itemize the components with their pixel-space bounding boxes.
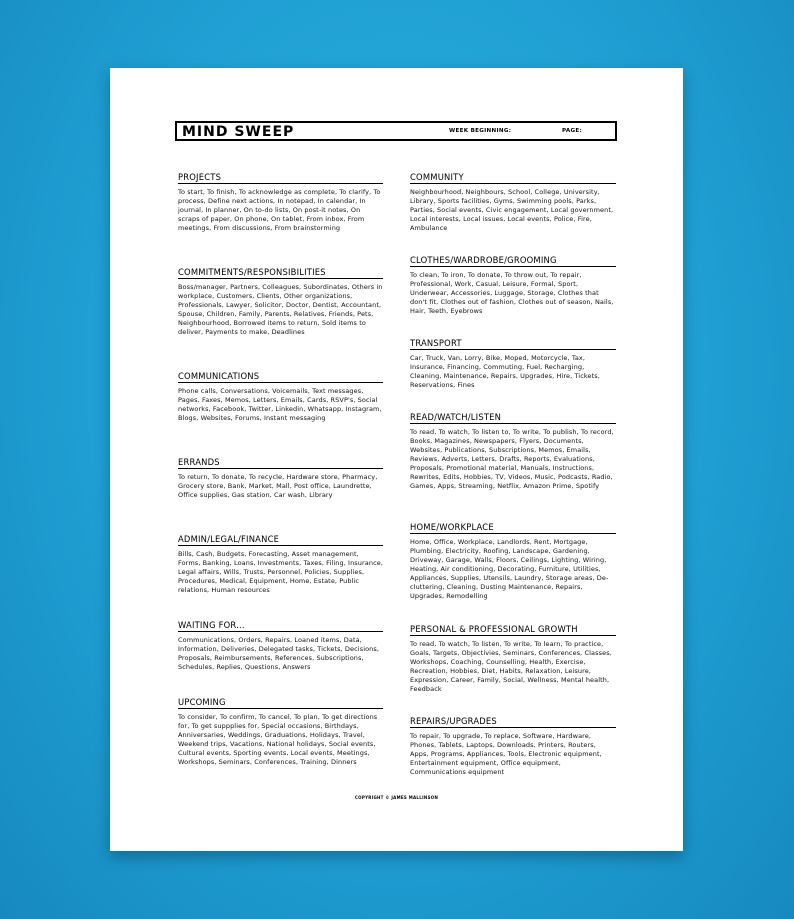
- section-body: To return, To donate, To recycle, Hardware store, Pharmacy, Grocery store, Bank, Market, Mall, Post office, Laundrette, Office supplies, Gas station, Car wash, Library: [178, 473, 378, 499]
- section-waiting-for: [178, 620, 383, 672]
- section-body: To read, To watch, To listen, To write, To learn, To practice, Goals, Targets, Objectivies, Seminars, Conferences, Classes, Workshops, Coaching, Counselling, Health, Exercise, Recreation, Hobbies, Diet, Habits, Relaxation, Leisure, Expression, Career, Family, Social, Wellness, Mental health, Feedback: [410, 640, 612, 693]
- worksheet-page: [110, 68, 683, 851]
- section-body: To consider, To confirm, To cancel, To plan, To get directions for, To get suppplies for, Special occasions, Birthdays, Anniversaries, Weddings, Graduations, Holidays, Travel, Weekend trips, Vacations, National holidays, Social events, Cultural events, Sporting events, Local events, Meetings, Workshops, Seminars, Conferences, Training, Dinners: [178, 713, 378, 766]
- week-beginning-label: WEEK BEGINNING:: [449, 128, 512, 134]
- section-body: Phone calls, Conversations, Voicemails, Text messages, Pages, Faxes, Memos, Letters, Emails, Cards, RSVP's, Social networks, Facebook, Twitter, Linkedin, Whatsapp, Instagram, Blogs, Websites, Forums, Instant messaging: [178, 387, 382, 422]
- section-body: Neighbourhood, Neighbours, School, College, University, Library, Sports facilities, Gyms, Swimming pools, Parks, Parties, Social events, Civic engagement, Local government, Local interests, Local issues, Local events, Police, Fire, Ambulance: [410, 188, 614, 232]
- section-title: COMMUNITY: [410, 172, 616, 184]
- copyright-notice: COPYRIGHT © JAMES MALLINSON: [354, 795, 439, 800]
- section-body: To read, To watch, To listen to, To write, To publish, To record, Books, Magazines, Newspapers, Flyers, Documents, Websites, Publications, Subscriptions, Memos, Emails, Reviews, Adverts, Letters, Drafts, Reports, Evaluations, Proposals, Promotional material, Manuals, Instructions, Rewrites, Edits, Hobbies, TV, Videos, Music, Podcasts, Radio, Games, Apps, Streaming, Netflix, Amazon Prime, Spotify: [410, 428, 614, 490]
- section-title: PERSONAL & PROFESSIONAL GROWTH: [410, 624, 616, 636]
- section-title: ADMIN/LEGAL/FINANCE: [178, 534, 383, 546]
- section-body: Boss/manager, Partners, Colleagues, Subordinates, Others in workplace, Customers, Clients, Other organizations, Professionals, Lawyer, Solicitor, Doctor, Dentist, Accountant, Spouse, Children, Family, Parents, Relatives, Friends, Pets, Neighbourhood, Borrowed items to return, Sold items to deliver, Payments to make, Deadlines: [178, 283, 383, 336]
- header-bar: [175, 121, 617, 141]
- section-title: ERRANDS: [178, 457, 383, 469]
- section-transport: [410, 338, 616, 390]
- section-home-workplace: [410, 522, 616, 601]
- section-personal-professional-growth: [410, 624, 616, 694]
- section-body: Home, Office, Workplace, Landlords, Rent, Mortgage, Plumbing, Electricity, Roofing, Landscape, Gardening, Driveway, Garage, Walls, Floors, Ceilings, Lighting, Wiring, Heating, Air conditioning, Decorating, Furniture, Utilities, Appliances, Supplies, Utensils, Laundry, Storage areas, De-cluttering, Cleaning, Dusting Maintenance, Repairs, Upgrades, Remodelling: [410, 538, 609, 600]
- section-title: WAITING FOR...: [178, 620, 383, 632]
- section-admin-legal-finance: [178, 534, 383, 595]
- section-errands: [178, 457, 383, 500]
- section-repairs-upgrades: [410, 716, 616, 777]
- section-body: Car, Truck, Van, Lorry, Bike, Moped, Motorcycle, Tax, Insurance, Financing, Commuting, Fuel, Recharging, Cleaning, Maintenance, Repairs, Upgrades, Hire, Tickets, Reservations, Fines: [410, 354, 600, 389]
- section-body: Bills, Cash, Budgets, Forecasting, Asset management, Forms, Banking, Loans, Investments, Taxes, Filing, Insurance, Legal affairs, Wills, Trusts, Personnel, Policies, Supplies, Procedures, Medical, Equipment, Home, Estate, Public relations, Human resources: [178, 550, 384, 594]
- section-projects: [178, 172, 383, 233]
- section-title: HOME/WORKPLACE: [410, 522, 616, 534]
- section-body: Communications, Orders, Repairs, Loaned items, Data, Information, Deliveries, Delegated tasks, Tickets, Decisions, Proposals, Reimbursements, References, Subscriptions, Schedules, Replies, Questions, Answers: [178, 636, 380, 671]
- section-title: REPAIRS/UPGRADES: [410, 716, 616, 728]
- section-read-watch-listen: [410, 412, 616, 491]
- section-title: TRANSPORT: [410, 338, 616, 350]
- section-upcoming: [178, 697, 383, 767]
- page-title: MIND SWEEP: [182, 124, 295, 140]
- section-title: UPCOMING: [178, 697, 383, 709]
- section-title: READ/WATCH/LISTEN: [410, 412, 616, 424]
- section-title: COMMITMENTS/RESPONSIBILITIES: [178, 267, 383, 279]
- section-title: COMMUNICATIONS: [178, 371, 383, 383]
- section-commitments-responsibilities: [178, 267, 383, 337]
- section-body: To clean, To iron, To donate, To throw out, To repair, Professional, Work, Casual, Leisure, Formal, Sport, Underwear, Accessories, Luggage, Storage, Clothes that don't fit, Clothes out of fashion, Clothes out of season, Nails, Hair, Teeth, Eyebrows: [410, 271, 614, 315]
- section-community: [410, 172, 616, 233]
- section-clothes-wardrobe-grooming: [410, 255, 616, 316]
- section-body: To start, To finish, To acknowledge as complete, To clarify, To process, Define next actions, In notepad, In calendar, In journal, In planner, On to-do lists, On post-it notes, On scraps of paper, On phone, On tablet, From inbox, From meetings, From discussions, From brainstorming: [178, 188, 381, 232]
- section-communications: [178, 371, 383, 423]
- section-title: PROJECTS: [178, 172, 383, 184]
- section-title: CLOTHES/WARDROBE/GROOMING: [410, 255, 616, 267]
- page-number-label: PAGE:: [562, 128, 583, 134]
- section-body: To repair, To upgrade, To replace, Software, Hardware, Phones, Tablets, Laptops, Downloads, Printers, Routers, Apps, Programs, Appliances, Tools, Electronic equipment, Entertainment equipment, Office equipment, Communications equipment: [410, 732, 602, 776]
